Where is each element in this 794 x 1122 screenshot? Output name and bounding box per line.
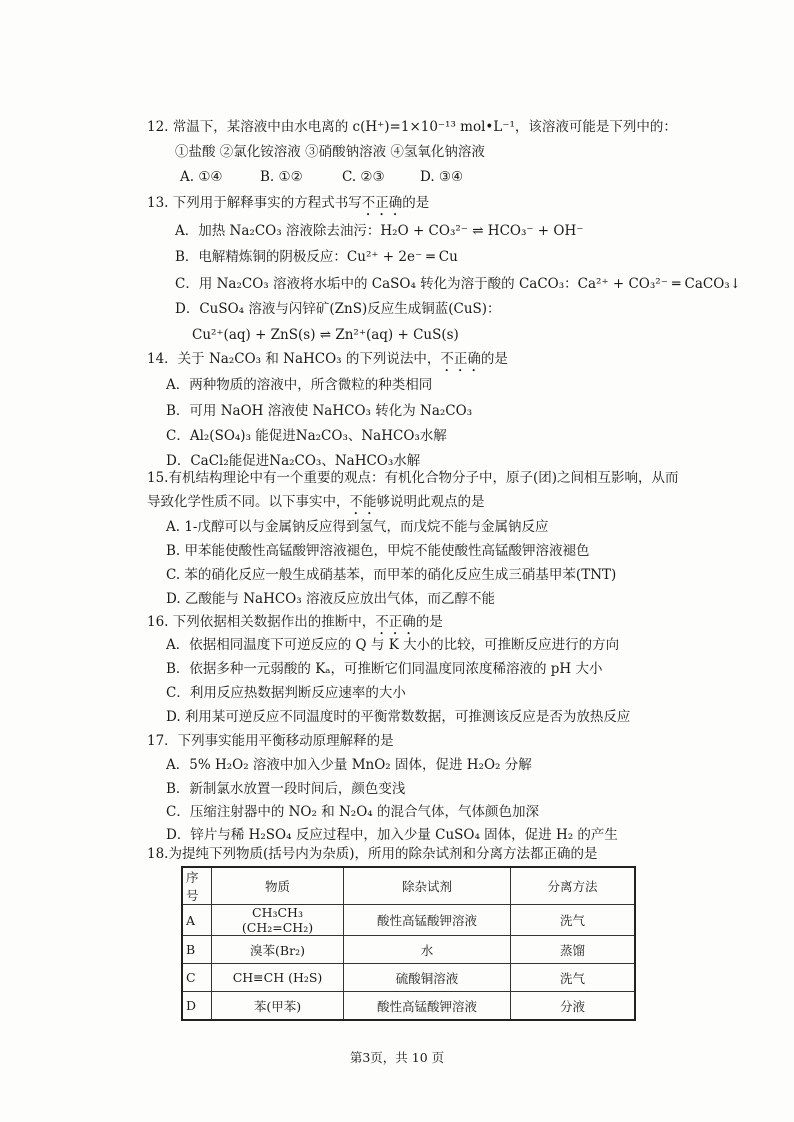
q17-option-c: C．压缩注射器中的 NO₂ 和 N₂O₄ 的混合气体，气体颜色加深 <box>166 804 539 820</box>
table-cell: 分液 <box>511 992 636 1021</box>
emphasis-text: 不正确 <box>440 351 481 367</box>
q16-option-d: D. 利用某可逆反应不同温度时的平衡常数数据，可推测该反应是否为放热反应 <box>166 709 631 725</box>
page-footer: 第3页，共 10 页 <box>349 1050 445 1065</box>
q15-stem-line2: 导致化学性质不同。以下事实中，不能够说明此观点的是 <box>147 494 485 510</box>
q17-option-d: D．锌片与稀 H₂SO₄ 反应过程中，加入少量 CuSO₄ 固体，促进 H₂ 的产生 <box>166 827 618 843</box>
table-header-row <box>182 867 635 905</box>
q18-table <box>181 866 636 1021</box>
table-header-cell: 序号 <box>182 867 212 905</box>
emphasis-text: 不正确 <box>375 614 416 630</box>
q12-option-a: A. ①④ <box>180 169 223 185</box>
table-cell: 洗气 <box>511 905 636 936</box>
table-cell: CH₃CH₃ (CH₂=CH₂) <box>212 905 344 936</box>
table-row <box>182 992 635 1021</box>
q13-option-d-equation: Cu²⁺(aq) + ZnS(s) ⇌ Zn²⁺(aq) + CuS(s) <box>192 327 459 343</box>
q13-option-b: B．电解精炼铜的阴极反应：Cu²⁺ + 2e⁻ ═ Cu <box>175 249 458 265</box>
q13-option-c: C．用 Na₂CO₃ 溶液将水垢中的 CaSO₄ 转化为溶于酸的 CaCO₃：Ca²⁺ + CO₃²⁻ ═ CaCO₃↓ <box>175 276 742 292</box>
q16-stem: 16. 下列依据相关数据作出的推断中，不正确的是 <box>147 614 443 630</box>
q16-option-b: B．依据多种一元弱酸的 Kₐ，可推断它们同温度同浓度稀溶液的 pH 大小 <box>166 661 603 677</box>
q13-stem: 13. 下列用于解释事实的方程式书写不正确的是 <box>147 195 430 211</box>
emphasis-text: 不能 <box>349 494 377 510</box>
table-cell: 蒸馏 <box>511 936 636 964</box>
q17-option-a: A．5% H₂O₂ 溶液中加入少量 MnO₂ 固体，促进 H₂O₂ 分解 <box>166 757 532 773</box>
q12-items: ①盐酸 ②氯化铵溶液 ③硝酸钠溶液 ④氢氧化钠溶液 <box>175 144 485 160</box>
table-cell: 洗气 <box>511 964 636 992</box>
q15-option-b: B. 甲苯能使酸性高锰酸钾溶液褪色，甲烷不能使酸性高锰酸钾溶液褪色 <box>166 543 590 559</box>
q16-option-a: A．依据相同温度下可逆反应的 Q 与 K 大小的比较，可推断反应进行的方向 <box>166 637 620 653</box>
table-cell: 苯(甲苯) <box>212 992 344 1021</box>
q14-option-b: B．可用 NaOH 溶液使 NaHCO₃ 转化为 Na₂CO₃ <box>166 403 473 419</box>
q13-option-a: A．加热 Na₂CO₃ 溶液除去油污：H₂O + CO₃²⁻ ⇌ HCO₃⁻ + OH⁻ <box>175 223 584 239</box>
q12-option-c: C. ②③ <box>342 169 385 185</box>
q17-stem: 17．下列事实能用平衡移动原理解释的是 <box>147 733 394 749</box>
table-header-cell: 物质 <box>212 867 344 905</box>
q12-option-b: B. ①② <box>260 169 303 185</box>
table-cell: 溴苯(Br₂) <box>212 936 344 964</box>
table-row <box>182 964 635 992</box>
table-cell: 酸性高锰酸钾溶液 <box>344 992 511 1021</box>
table-cell: 酸性高锰酸钾溶液 <box>344 905 511 936</box>
table-cell: D <box>182 992 212 1021</box>
q14-option-d: D．CaCl₂能促进Na₂CO₃、NaHCO₃水解 <box>166 453 421 469</box>
table-cell: C <box>182 964 212 992</box>
table-cell: CH≡CH (H₂S) <box>212 964 344 992</box>
q15-option-a: A. 1-戊醇可以与金属钠反应得到氢气，而戊烷不能与金属钠反应 <box>166 519 549 535</box>
table-row <box>182 936 635 964</box>
table-cell: B <box>182 936 212 964</box>
table-header-cell: 除杂试剂 <box>344 867 511 905</box>
q12-stem: 12. 常温下，某溶液中由水电离的 c(H⁺)=1×10⁻¹³ mol•L⁻¹，该溶液可能是下列中的： <box>147 119 677 135</box>
q14-stem: 14．关于 Na₂CO₃ 和 NaHCO₃ 的下列说法中，不正确的是 <box>147 351 508 367</box>
table-row <box>182 905 635 936</box>
q15-option-c: C. 苯的硝化反应一般生成硝基苯，而甲苯的硝化反应生成三硝基甲苯(TNT) <box>166 567 617 583</box>
table-cell: 水 <box>344 936 511 964</box>
q17-option-b: B．新制氯水放置一段时间后，颜色变浅 <box>166 781 406 797</box>
q16-option-c: C．利用反应热数据判断反应速率的大小 <box>166 685 406 701</box>
q15-option-d: D. 乙酸能与 NaHCO₃ 溶液反应放出气体，而乙醇不能 <box>166 591 495 607</box>
q14-option-c: C．Al₂(SO₄)₃ 能促进Na₂CO₃、NaHCO₃水解 <box>166 428 447 444</box>
emphasis-text: 不正确 <box>361 195 403 211</box>
table-header-cell: 分离方法 <box>511 867 636 905</box>
q14-option-a: A．两种物质的溶液中，所含微粒的种类相同 <box>166 377 433 393</box>
table-cell: 硫酸铜溶液 <box>344 964 511 992</box>
q18-stem: 18.为提纯下列物质(括号内为杂质)，所用的除杂试剂和分离方法都正确的是 <box>147 846 598 862</box>
table-cell: A <box>182 905 212 936</box>
q13-option-d: D．CuSO₄ 溶液与闪锌矿(ZnS)反应生成铜蓝(CuS)： <box>175 301 501 317</box>
q15-stem-line1: 15.有机结构理论中有一个重要的观点：有机化合物分子中，原子(团)之间相互影响，从而 <box>147 470 679 486</box>
q12-option-d: D. ③④ <box>420 169 464 185</box>
